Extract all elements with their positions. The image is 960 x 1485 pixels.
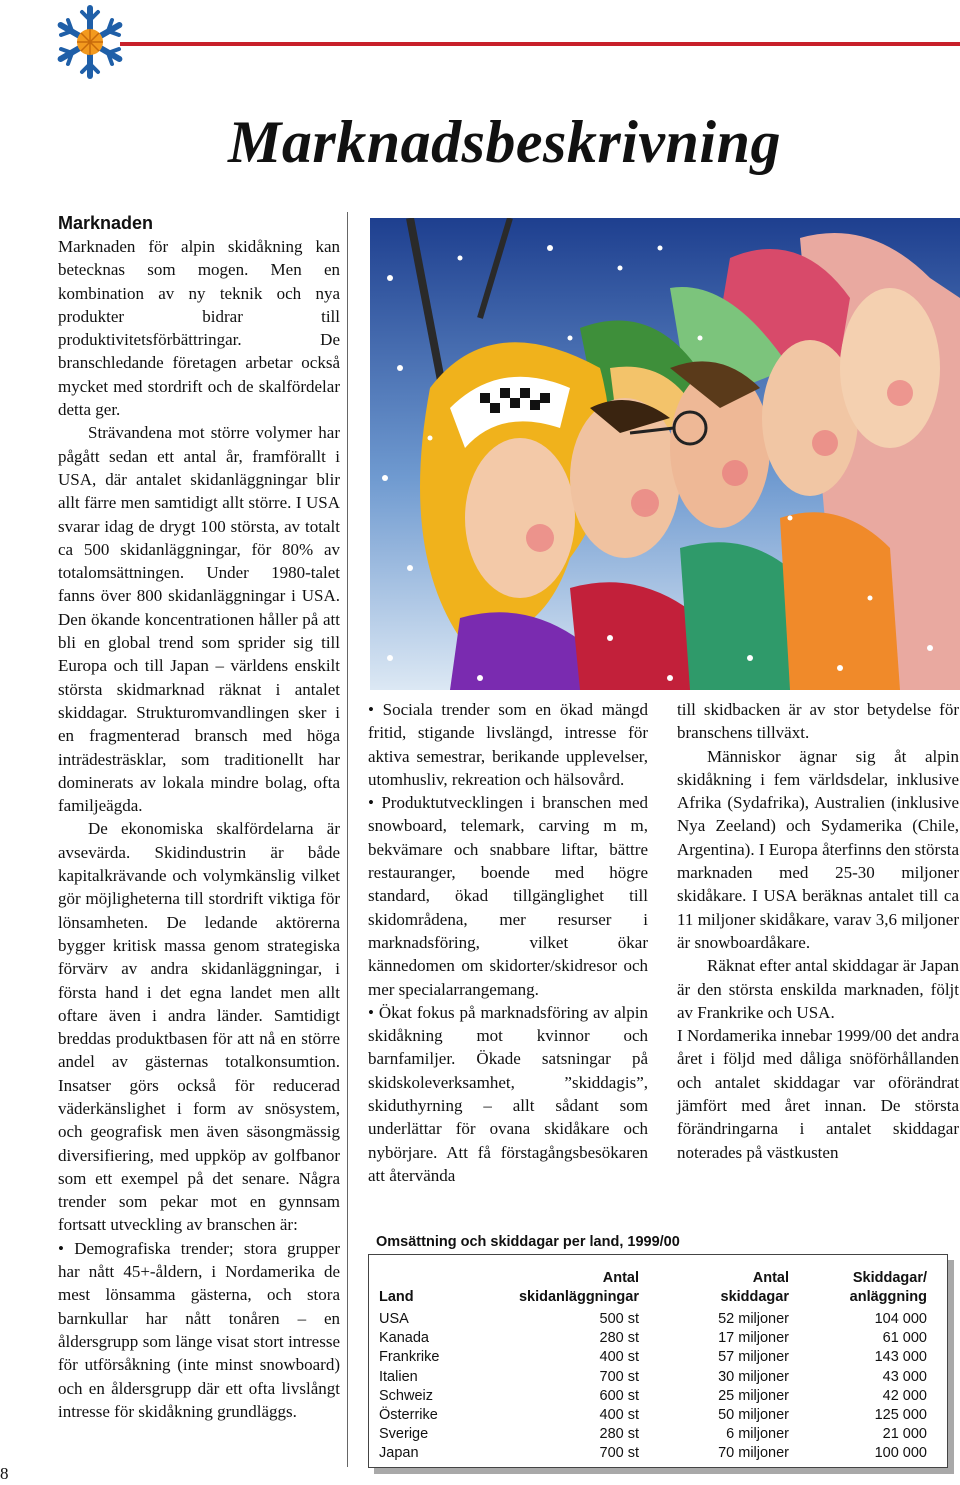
paragraph: Människor ägnar sig åt alpin skidåkning i fem världsdelar, inklusive Afrika (Sydafrika), Australien (inklusive Nya Zeeland) och Sydamerika (Chile, Argentina). I Europa återfinns den största marknaden med 25-30 miljoner skidåkare. I USA beräknas antalet till ca 11 miljoner skidåkare, varav 3,6 miljoner är snowboardåkare. xyxy=(677,746,959,952)
bullet-paragraph: • Sociala trender som en ökad mängd fritid, stigande livslängd, intresse för aktiva semestrar, berikande upplevelser, utomhusliv, rekreation och hälsovård. xyxy=(368,700,648,789)
table-row xyxy=(379,1329,927,1348)
cell-per-anlaggning: 143 000 xyxy=(874,1349,927,1366)
cell-per-anlaggning: 61 000 xyxy=(882,1330,927,1347)
cell-per-anlaggning: 104 000 xyxy=(874,1311,927,1327)
header-label: Land xyxy=(379,1289,414,1305)
cell-per-anlaggning: 125 000 xyxy=(874,1407,927,1424)
cell-land: Schweiz xyxy=(379,1387,433,1404)
header-red-rule xyxy=(120,42,960,46)
cell-land: Italien xyxy=(379,1368,418,1385)
cell-skiddagar: 57 miljoner xyxy=(718,1349,789,1366)
cell-anlaggningar: 280 st xyxy=(599,1330,639,1347)
header-per-anlaggning xyxy=(789,1269,927,1310)
header-label: anläggning xyxy=(849,1289,927,1305)
cell-land: Frankrike xyxy=(379,1349,440,1366)
snowflake-icon xyxy=(50,2,130,82)
cell-skiddagar: 30 miljoner xyxy=(718,1368,789,1385)
market-table-box xyxy=(368,1254,948,1468)
table-row xyxy=(379,1406,927,1425)
middle-column xyxy=(368,698,648,1187)
page-title: Marknadsbeskrivning xyxy=(228,109,781,175)
cell-skiddagar: 52 miljoner xyxy=(718,1311,789,1327)
cell-anlaggningar: 280 st xyxy=(599,1426,639,1443)
cell-skiddagar: 17 miljoner xyxy=(718,1330,789,1347)
paragraph: De ekonomiska skalfördelarna är avsevärda. Skidindustrin är både kapitalkrävande och volymkänslig vilket gör möjligheterna till stordrift viktiga för lönsamheten. De ledande aktörerna bygger kritisk massa genom strategiska förvärv av andra skidanläggningar, i första hand i det egna landet men allt oftare även i andra länder. Samtidigt breddas produktbasen för att nå en större andel av gästernas totalkonsumtion. Insatser görs också för reducerad väderkänslighet i form av snösystem, och geografisk men även säsongmässig diversifiering, med uppköp av golfbanor som ett exempel på det senare. Några trender som pekar mot en gynnsam fortsatt utveckling av branschen är: xyxy=(58,819,340,1235)
table-row xyxy=(379,1444,927,1463)
header-skiddagar xyxy=(639,1269,789,1310)
cell-skiddagar: 6 miljoner xyxy=(726,1426,789,1443)
cell-skiddagar: 25 miljoner xyxy=(718,1387,789,1404)
header-label: Antal xyxy=(752,1270,789,1286)
section-heading: Marknaden xyxy=(58,213,154,233)
header-anlaggningar xyxy=(503,1269,639,1310)
table-title: Omsättning och skiddagar per land, 1999/00 xyxy=(376,1234,680,1250)
left-body-text xyxy=(58,235,340,1423)
cell-land: Japan xyxy=(379,1445,419,1462)
header-label: Antal xyxy=(602,1270,639,1286)
table-row xyxy=(379,1310,927,1329)
column-divider xyxy=(347,212,348,1467)
cell-skiddagar: 70 miljoner xyxy=(718,1445,789,1462)
table-row xyxy=(379,1348,927,1367)
cell-skiddagar: 50 miljoner xyxy=(718,1407,789,1424)
header-label: skidanläggningar xyxy=(518,1289,639,1305)
table-row xyxy=(379,1387,927,1406)
header-label: Skiddagar/ xyxy=(852,1270,927,1286)
cell-anlaggningar: 700 st xyxy=(599,1445,639,1462)
table-row xyxy=(379,1368,927,1387)
cell-anlaggningar: 600 st xyxy=(599,1387,639,1404)
market-table xyxy=(379,1269,927,1464)
table-header-row xyxy=(379,1269,927,1310)
header-label: skiddagar xyxy=(720,1289,789,1305)
cell-anlaggningar: 700 st xyxy=(599,1368,639,1385)
cell-per-anlaggning: 21 000 xyxy=(882,1426,927,1443)
cell-per-anlaggning: 43 000 xyxy=(882,1368,927,1385)
bullet-paragraph: • Ökat fokus på marknadsföring av alpin skidåkning mot kvinnor och barnfamiljer. Ökade satsningar på skidskoleverksamhet, ”skiddagis”, skiduthyrning – allt sådant som underlättar för ovana skidåkare och nybörjare. Att få förstagångsbesökaren att återvända xyxy=(368,1002,648,1185)
cell-per-anlaggning: 100 000 xyxy=(874,1445,927,1462)
skiers-illustration xyxy=(370,218,960,690)
page-number: 8 xyxy=(0,1464,9,1483)
left-column xyxy=(58,212,340,1423)
cell-anlaggningar: 400 st xyxy=(599,1407,639,1424)
bullet-paragraph: • Produktutvecklingen i branschen med snowboard, telemark, carving m m, bekvämare och snabbare liftar, bättre restauranger, boende med högre standard, ökad tillgänglighet till skidområdena, mer resurser i marknadsföring, vilket ökar kännedomen om skidorter/skidresor och mer specialarrangemang. xyxy=(368,793,648,999)
bullet-paragraph: • Demografiska trender; stora grupper har nått 45+-åldern, i Nordamerika de mest lönsamma gästerna, och stora barnkullar har nått tonåren – en åldersgrupp som länge visat stort intresse för utförsåkning (inte minst snowboard) och en åldersgrupp där ett ofta livslångt intresse för skidåkning grundläggs. xyxy=(58,1238,340,1421)
paragraph: Räknat efter antal skiddagar är Japan är den största enskilda marknaden, följt av Frankrike och USA. xyxy=(677,956,959,1022)
cell-land: Kanada xyxy=(379,1330,429,1347)
cell-per-anlaggning: 42 000 xyxy=(882,1387,927,1404)
table-row xyxy=(379,1425,927,1444)
paragraph: I Nordamerika innebar 1999/00 det andra året i följd med dåliga snöförhållanden och antalet skiddagar var oförändrat jämfört med året innan. De största förändringarna i antalet skiddagar noterades på västkusten xyxy=(677,1026,959,1162)
cell-anlaggningar: 400 st xyxy=(599,1349,639,1366)
header-land xyxy=(379,1269,503,1310)
cell-land: Österrike xyxy=(379,1407,438,1424)
paragraph: Marknaden för alpin skidåkning kan betecknas som mogen. Men en kombination av ny teknik och nya produkter bidrar till produktivitetsförbättringar. De branschledande företagen arbetar också mycket med stordrift och de skalfördelar detta ger. xyxy=(58,237,340,420)
paragraph: till skidbacken är av stor betydelse för branschens tillväxt. xyxy=(677,700,959,743)
right-column xyxy=(677,698,959,1164)
cell-anlaggningar: 500 st xyxy=(599,1311,639,1327)
cell-land: USA xyxy=(379,1311,409,1327)
paragraph: Strävandena mot större volymer har pågått sedan ett antal år, framförallt i USA, där antalet skidanläggningar blir allt färre men samtidigt allt större. I USA svarar idag de drygt 100 största, av totalt ca 500 skidanläggningar, för 80% av totalomsättningen. Under 1980-talet fanns över 800 skidanläggningar i USA. Den ökande koncentrationen håller på att bli en global trend som sprider sig till Europa och till Japan – världens enskilt största skidmarknad räknat i antalet skiddagar. Strukturomvandlingen sker i en fragmenterad bransch med höga inträdesträsklar, som traditionellt har dominerats av lokala mindre bolag, ofta familjeägda. xyxy=(58,423,340,816)
cell-land: Sverige xyxy=(379,1426,429,1443)
